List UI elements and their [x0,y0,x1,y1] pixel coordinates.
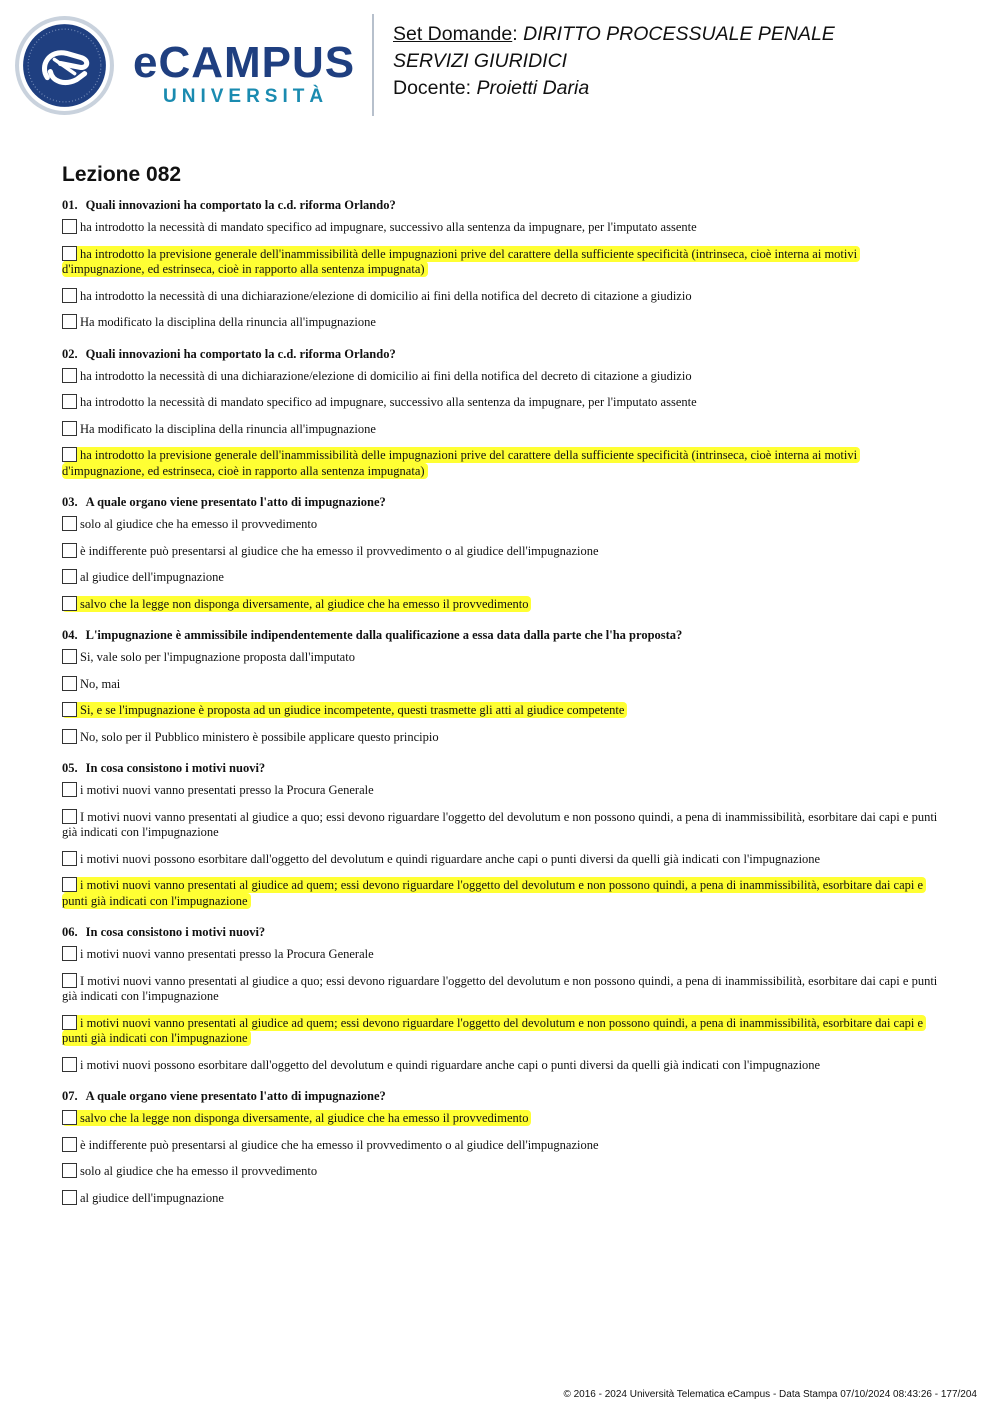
ecampus-logo-emblem-icon [14,15,115,116]
question-text [62,197,942,213]
answer-checkbox[interactable] [62,1137,77,1152]
answer-checkbox[interactable] [62,219,77,234]
question-07 [62,1088,942,1206]
answer-checkbox[interactable] [62,1110,77,1125]
answer-checkbox[interactable] [62,368,77,383]
answer-text: solo al giudice che ha emesso il provvedimento [80,1164,318,1178]
question-06 [62,924,942,1073]
answer-checkbox[interactable] [62,676,77,691]
ecampus-logo-wordmark [133,40,355,108]
answer-text: al giudice dell'impugnazione [80,570,224,584]
answer-text: al giudice dell'impugnazione [80,1190,224,1205]
correct-answer-highlight [62,447,860,479]
correct-answer-highlight [62,246,860,278]
page-header [0,0,1000,130]
question-set [62,161,942,1221]
course-info [393,21,835,102]
answer-option[interactable] [62,516,942,533]
answer-checkbox[interactable] [62,569,77,584]
answer-option-correct[interactable] [62,702,942,719]
question-label: Quali innovazioni ha comportato la c.d. riforma Orlando? [85,198,396,212]
answer-option[interactable] [62,851,942,868]
answer-checkbox[interactable] [62,543,77,558]
answer-text: i motivi nuovi vanno presentati presso la Procura Generale [80,783,374,797]
answer-option[interactable] [62,1163,942,1180]
answer-option[interactable] [62,1057,942,1074]
answer-checkbox[interactable] [62,246,77,261]
question-label: Quali innovazioni ha comportato la c.d. riforma Orlando? [85,346,396,361]
question-04 [62,627,942,745]
question-number: 01. [62,198,78,212]
answer-text: i motivi nuovi vanno presentati presso la Procura Generale [80,947,374,961]
answer-text: Ha modificato la disciplina della rinuncia all'impugnazione [80,315,376,329]
question-01 [62,197,942,331]
answer-text: ha introdotto la necessità di mandato specifico ad impugnare, successivo alla sentenza da impugnare, per l'imputato assente [80,220,697,234]
question-label: In cosa consistono i motivi nuovi? [85,761,266,775]
question-label: In cosa consistono i motivi nuovi? [85,925,266,939]
answer-checkbox[interactable] [62,877,77,892]
header-divider [372,14,374,116]
answer-checkbox[interactable] [62,1190,77,1205]
answer-option[interactable] [62,368,942,385]
answer-option[interactable] [62,543,942,560]
answer-checkbox[interactable] [62,314,77,329]
answer-text: No, solo per il Pubblico ministero è possibile applicare questo principio [80,729,439,744]
answer-checkbox[interactable] [62,1015,77,1030]
answer-option[interactable] [62,782,942,799]
answer-checkbox[interactable] [62,729,77,744]
answer-text: è indifferente può presentarsi al giudice che ha emesso il provvedimento o al giudice dell'impugnazione [80,543,599,558]
question-number: 02. [62,346,78,361]
answer-checkbox[interactable] [62,596,77,611]
answer-text: Si, vale solo per l'impugnazione proposta dall'imputato [80,650,355,664]
correct-answer-highlight [62,702,627,718]
question-label: A quale organo viene presentato l'atto di impugnazione? [85,1089,386,1103]
correct-answer-highlight [62,1015,926,1047]
answer-text: ha introdotto la necessità di una dichiarazione/elezione di domicilio ai fini della notifica del decreto di citazione a giudizio [80,288,692,303]
answer-checkbox[interactable] [62,288,77,303]
answer-text: No, mai [80,676,121,691]
question-text [62,924,942,940]
answer-text: è indifferente può presentarsi al giudice che ha emesso il provvedimento o al giudice dell'impugnazione [80,1137,599,1152]
answer-option-correct[interactable] [62,877,942,909]
answer-option[interactable] [62,421,942,438]
question-label: A quale organo viene presentato l'atto di impugnazione? [85,495,386,509]
logo-brand-text: eCAMPUS [133,38,356,87]
teacher-label: Docente [393,77,466,99]
answer-option[interactable] [62,569,942,586]
question-02 [62,346,942,480]
answer-checkbox[interactable] [62,782,77,797]
teacher-name: Proietti Daria [476,77,590,99]
answer-text: ha introdotto la previsione generale dell'inammissibilità delle impugnazioni prive del carattere della sufficiente specificità (intrinseca, cioè interna ai motivi d'impugnazione, ed estrinseca, cioè in rapporto alla sentenza impugnata) [62,246,858,276]
answer-text: I motivi nuovi vanno presentati al giudice a quo; essi devono riguardare l'oggetto del devolutum e non possono quindi, a pena di inammissibilità, esorbitare dai capi e punti già indicati con l'impugnazione [62,973,938,1003]
answer-text: I motivi nuovi vanno presentati al giudice a quo; essi devono riguardare l'oggetto del devolutum e non possono quindi, a pena di inammissibilità, esorbitare dai capi e punti già indicati con l'impugnazione [62,809,938,839]
answer-option[interactable] [62,946,942,963]
answer-option-correct[interactable] [62,596,942,613]
logo-sub-text: UNIVERSITÀ [163,86,329,107]
course-title-line1: Set Domande: DIRITTO PROCESSUALE PENALE [393,23,835,45]
answer-checkbox[interactable] [62,973,77,988]
answer-option[interactable] [62,219,942,236]
answer-option[interactable] [62,973,942,1005]
answer-checkbox[interactable] [62,946,77,961]
course-subtitle: SERVIZI GIURIDICI [393,50,568,72]
question-text [62,760,942,776]
answer-option-correct[interactable] [62,1015,942,1047]
question-05 [62,760,942,909]
answer-option[interactable] [62,314,942,331]
answer-option[interactable] [62,1137,942,1154]
question-text [62,1088,942,1104]
answer-text: ha introdotto la previsione generale dell'inammissibilità delle impugnazioni prive del carattere della sufficiente specificità (intrinseca, cioè interna ai motivi d'impugnazione, ed estrinseca, cioè in rapporto alla sentenza impugnata) [62,448,858,478]
answer-option[interactable] [62,809,942,841]
answer-checkbox[interactable] [62,421,77,436]
answer-text: ha introdotto la necessità di mandato specifico ad impugnare, successivo alla sentenza da impugnare, per l'imputato assente [80,395,697,409]
answer-option[interactable] [62,394,942,411]
answer-option[interactable] [62,1190,942,1207]
page-footer: © 2016 - 2024 Università Telematica eCampus - Data Stampa 07/10/2024 08:43:26 - 177/204 [563,1389,977,1400]
answer-text: i motivi nuovi vanno presentati al giudice ad quem; essi devono riguardare l'oggetto del devolutum e non possono quindi, a pena di inammissibilità, esorbitare dai capi e punti già indicati con l'impugnazione [62,878,924,908]
question-number: 04. [62,628,78,642]
answer-text: i motivi nuovi possono esorbitare dall'oggetto del devolutum e quindi riguardare anche capi o punti diversi da quelli già indicati con l'impugnazione [80,1057,821,1072]
answer-text: solo al giudice che ha emesso il provvedimento [80,517,318,531]
answer-checkbox[interactable] [62,649,77,664]
answer-checkbox[interactable] [62,1057,77,1072]
lesson-title: Lezione 082 [62,163,182,186]
answer-checkbox[interactable] [62,702,77,717]
answer-option[interactable] [62,288,942,305]
answer-text: i motivi nuovi vanno presentati al giudice ad quem; essi devono riguardare l'oggetto del devolutum e non possono quindi, a pena di inammissibilità, esorbitare dai capi e punti già indicati con l'impugnazione [62,1015,924,1045]
answer-checkbox[interactable] [62,851,77,866]
answer-text: ha introdotto la necessità di una dichiarazione/elezione di domicilio ai fini della notifica del decreto di citazione a giudizio [80,368,692,383]
answer-option[interactable] [62,729,942,746]
answer-checkbox[interactable] [62,1163,77,1178]
answer-checkbox[interactable] [62,516,77,531]
question-text [62,494,942,510]
answer-checkbox[interactable] [62,447,77,462]
correct-answer-highlight [62,596,531,612]
question-text [62,627,942,643]
answer-text: Si, e se l'impugnazione è proposta ad un giudice incompetente, questi trasmette gli atti al giudice competente [80,703,625,717]
correct-answer-highlight [62,877,926,909]
answer-text: i motivi nuovi possono esorbitare dall'oggetto del devolutum e quindi riguardare anche capi o punti diversi da quelli già indicati con l'impugnazione [80,851,821,866]
answer-text: Ha modificato la disciplina della rinuncia all'impugnazione [80,421,376,436]
teacher-line: Docente: Proietti Daria [393,77,590,99]
answer-option[interactable] [62,649,942,666]
answer-option-correct[interactable] [62,447,942,479]
answer-option-correct[interactable] [62,1110,942,1127]
answer-checkbox[interactable] [62,809,77,824]
course-title-line2 [393,48,835,75]
question-number: 07. [62,1089,78,1103]
answer-option-correct[interactable] [62,246,942,278]
question-03 [62,494,942,612]
question-label: L'impugnazione è ammissibile indipendentemente dalla qualificazione a essa data dalla parte che l'ha proposta? [85,628,683,642]
answer-text: salvo che la legge non disponga diversamente, al giudice che ha emesso il provvedimento [80,596,529,611]
course-title: DIRITTO PROCESSUALE PENALE [523,23,835,45]
question-number: 06. [62,925,78,939]
answer-text: salvo che la legge non disponga diversamente, al giudice che ha emesso il provvedimento [80,1111,529,1125]
correct-answer-highlight [62,1110,531,1126]
answer-checkbox[interactable] [62,394,77,409]
question-text [62,346,942,362]
answer-option[interactable] [62,676,942,693]
question-number: 05. [62,761,78,775]
question-number: 03. [62,495,78,509]
set-label: Set Domande [393,23,513,45]
